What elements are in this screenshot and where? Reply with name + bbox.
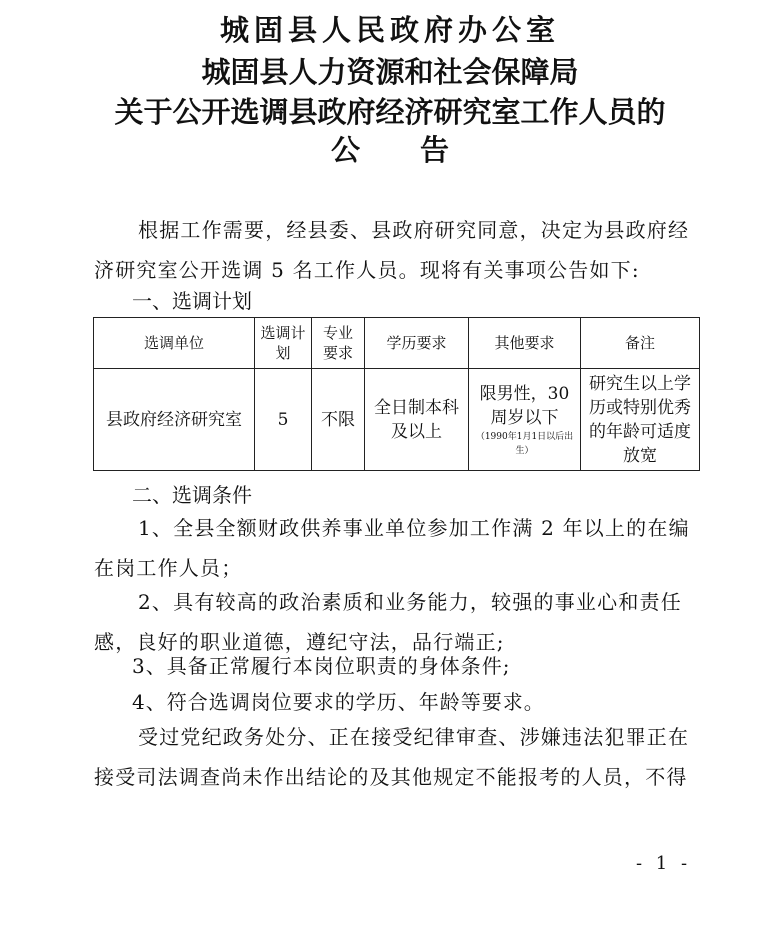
table-header-cell: 选调计划 [255,318,312,369]
intro-paragraph: 根据工作需要，经县委、县政府研究同意，决定为县政府经济研究室公开选调 5 名工作人员。现将有关事项公告如下: [94,218,690,282]
other-requirement-note: （1990年1月1日以后出生） [475,431,574,456]
title-line-3: 关于公开选调县政府经济研究室工作人员的 [114,95,666,129]
table-header-cell: 其他要求 [469,318,581,369]
condition-item: 2、具有较高的政治素质和业务能力，较强的事业心和责任感，良好的职业道德，遵纪守法，品行端正; [94,590,682,654]
other-requirement-main: 限男性，30周岁以下 [479,383,570,428]
cell-unit: 县政府经济研究室 [94,369,255,471]
title-line-1: 城固县人民政府办公室 [219,13,560,47]
table-header-row [94,318,700,369]
section-heading-conditions: 二、选调条件 [132,483,252,507]
title-line-2: 城固县人力资源和社会保障局 [201,55,579,89]
cell-other-requirements [469,369,581,471]
exclusion-paragraph: 受过党纪政务处分、正在接受纪律审查、涉嫌违法犯罪正在接受司法调查尚未作出结论的及其他规定不能报考的人员，不得 [94,725,690,789]
condition-item: 1、全县全额财政供养事业单位参加工作满 2 年以上的在编在岗工作人员； [94,516,690,580]
table-header-cell: 选调单位 [94,318,255,369]
condition-item: 4、符合选调岗位要求的学历、年龄等要求。 [132,690,545,714]
table-row [94,369,700,471]
condition-item: 3、具备正常履行本岗位职责的身体条件; [132,654,511,678]
table-header-cell: 备注 [581,318,700,369]
table-header-cell: 专业要求 [312,318,365,369]
page-number: - 1 - [636,853,692,874]
cell-major: 不限 [312,369,365,471]
table-header-cell: 学历要求 [365,318,469,369]
cell-count: 5 [255,369,312,471]
cell-education: 全日制本科及以上 [365,369,469,471]
title-line-4: 公告 [330,133,509,167]
selection-plan-table [93,317,700,471]
cell-remark: 研究生以上学历或特别优秀的年龄可适度放宽 [581,369,700,471]
section-heading-plan: 一、选调计划 [132,289,252,313]
